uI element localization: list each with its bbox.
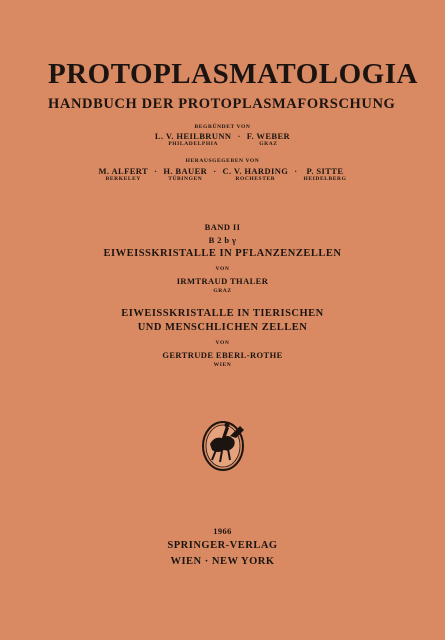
author2-name: GERTRUDE EBERL-ROTHE bbox=[162, 350, 283, 360]
author2-place: WIEN bbox=[213, 362, 232, 368]
work1-title: EIWEISSKRISTALLE IN PFLANZENZELLEN bbox=[103, 248, 342, 259]
series-title: PROTOPLASMATOLOGIA bbox=[48, 58, 418, 90]
founder-name: F. WEBER bbox=[246, 131, 291, 141]
editor-place: TÜBINGEN bbox=[168, 176, 203, 182]
editor-place: ROCHESTER bbox=[235, 176, 276, 182]
founder-name: L. V. HEILBRUNN bbox=[154, 131, 232, 141]
publisher-cities: WIEN · NEW YORK bbox=[170, 556, 275, 567]
part-label: B 2 b γ bbox=[208, 235, 237, 245]
work2-title-line1: EIWEISSKRISTALLE IN TIERISCHEN bbox=[121, 308, 324, 319]
founded-label: BEGRÜNDET VON bbox=[194, 124, 251, 130]
work2-title-line2: UND MENSCHLICHEN ZELLEN bbox=[137, 322, 308, 333]
springer-knight-logo bbox=[200, 414, 248, 474]
editor bbox=[99, 166, 149, 182]
editor-name: H. BAUER bbox=[163, 166, 208, 176]
founder-place: GRAZ bbox=[259, 141, 278, 147]
by-label-1: VON bbox=[215, 266, 230, 272]
publication-year: 1966 bbox=[213, 526, 232, 536]
editor bbox=[304, 166, 347, 182]
editor bbox=[163, 166, 207, 182]
editor-name: C. V. HARDING bbox=[222, 166, 289, 176]
editor-name: M. ALFERT bbox=[98, 166, 149, 176]
volume-label: BAND II bbox=[204, 222, 241, 232]
publisher-name: SPRINGER-VERLAG bbox=[167, 540, 278, 551]
founders-row: L. V. HEILBRUNN PHILADELPHIA · F. WEBER GRAZ bbox=[154, 131, 291, 147]
author1-place: GRAZ bbox=[213, 288, 232, 294]
founder-place: PHILADELPHIA bbox=[168, 141, 219, 147]
editor-name: P. SITTE bbox=[306, 166, 344, 176]
editors-row: M. ALFERT BERKELEY · H. BAUER TÜBINGEN · C. V. HARDING ROCHESTER · P. SITTE HEIDELBERG bbox=[98, 166, 347, 182]
editor-place: HEIDELBERG bbox=[303, 176, 347, 182]
founder bbox=[247, 131, 290, 147]
founder bbox=[155, 131, 232, 147]
by-label-2: VON bbox=[215, 340, 230, 346]
editor bbox=[222, 166, 288, 182]
editor-place: BERKELEY bbox=[105, 176, 141, 182]
editors-label: HERAUSGEGEBEN VON bbox=[185, 158, 260, 164]
series-subtitle: HANDBUCH DER PROTOPLASMAFORSCHUNG bbox=[48, 96, 396, 112]
author1-name: IRMTRAUD THALER bbox=[176, 276, 269, 286]
